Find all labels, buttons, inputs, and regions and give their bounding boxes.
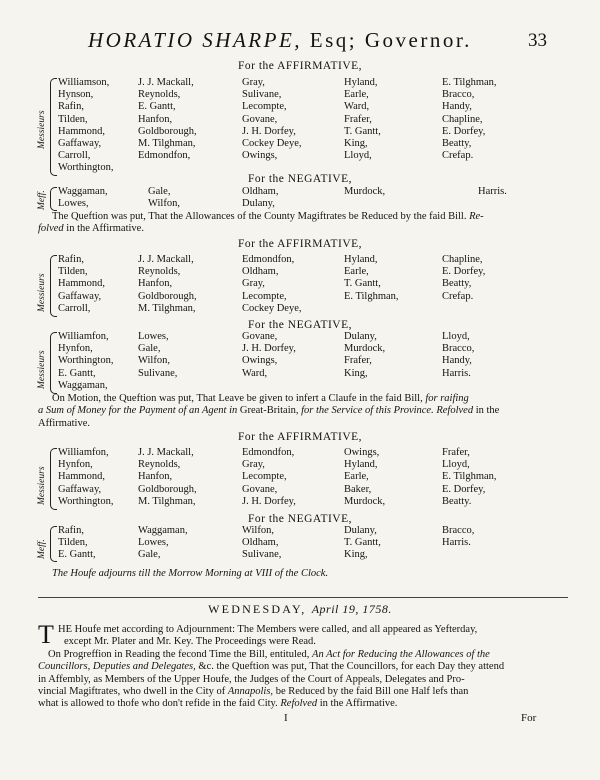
member-name: Crefap. — [442, 290, 474, 302]
member-name: Rafin, — [58, 101, 84, 113]
member-name: Gaffaway, — [58, 137, 102, 149]
vote-side-label: Messieurs — [37, 110, 47, 149]
member-name: Sulivane, — [138, 367, 178, 379]
vote-side-label: Messieurs — [37, 273, 47, 312]
member-name: Murdock, — [344, 186, 386, 197]
vote-column — [478, 186, 507, 198]
member-name: Reynolds, — [138, 89, 181, 101]
member-name: J. H. Dorfey, — [242, 343, 296, 355]
member-name: Lloyd, — [442, 459, 470, 471]
member-name: Harris. — [442, 367, 471, 379]
member-name: Lowes, — [138, 537, 169, 549]
vote2-negative-heading: For the NEGATIVE, — [248, 319, 352, 331]
member-name: Dulany, — [344, 525, 377, 536]
member-name: Hanfon, — [138, 113, 173, 125]
vote-column — [242, 331, 296, 380]
member-name: Bracco, — [442, 343, 475, 355]
body-line-5: in Affembly, as Members of the Upper Houfe, the Judges of the Court of Appeals, Delegates and Pro- — [38, 673, 465, 685]
body-line-6-city: Annapolis, — [227, 686, 274, 698]
vote-column — [344, 525, 381, 562]
member-name: E. Dorfey, — [442, 125, 486, 137]
adjourn-text: The Houfe adjourns till the Morrow Morning at VIII of the Clock. — [52, 568, 329, 579]
member-name: Lloyd, — [344, 150, 372, 162]
member-name: Owings, — [344, 447, 380, 458]
vote-column — [442, 331, 474, 380]
vote-column — [344, 77, 381, 162]
motion-text-1-italic: for raifing — [425, 393, 469, 404]
vote-column — [242, 77, 301, 162]
member-name: Sulivane, — [242, 549, 282, 561]
member-name: Wilfon, — [138, 355, 170, 367]
member-name: Waggaman, — [58, 186, 108, 197]
member-name: T. Gantt, — [344, 125, 381, 137]
member-name: Waggaman, — [58, 379, 108, 391]
member-name: Edmondfon, — [242, 447, 295, 458]
vote2-affirmative-heading: For the AFFIRMATIVE, — [237, 238, 363, 250]
member-name: Carroll, — [58, 302, 91, 314]
member-name: Dulany, — [242, 198, 275, 210]
body-resolved: Refolved — [280, 698, 318, 710]
member-name: J. J. Mackall, — [138, 447, 194, 458]
adjourn-line — [52, 568, 328, 580]
vote-column — [58, 254, 105, 315]
member-name: M. Tilghman, — [138, 137, 196, 149]
member-name: Murdock, — [344, 495, 386, 507]
vote-column — [138, 331, 177, 380]
member-name: Frafer, — [442, 447, 470, 458]
member-name: Govane, — [242, 331, 278, 342]
vote-brace — [50, 526, 57, 562]
member-name: E. Gantt, — [58, 367, 96, 379]
member-name: Govane, — [242, 113, 278, 125]
member-name: E. Gantt, — [58, 549, 96, 561]
running-head-name: HORATIO SHARPE, — [88, 28, 303, 52]
section-divider — [38, 597, 568, 598]
vote-column — [242, 447, 296, 508]
member-name: E. Dorfey, — [442, 266, 486, 278]
member-name: Hynfon, — [58, 343, 93, 355]
member-name: Tilden, — [58, 537, 88, 549]
page-header — [0, 28, 600, 54]
member-name: Sulivane, — [242, 89, 282, 101]
member-name: Hyland, — [344, 459, 378, 471]
member-name: Hyland, — [344, 254, 378, 265]
member-name: Lecompte, — [242, 101, 287, 113]
vote-column — [344, 331, 385, 380]
member-name: Crefap. — [442, 150, 474, 162]
member-name: Harris. — [478, 186, 507, 197]
vote2-negative-list — [36, 331, 576, 395]
catchword: For — [521, 712, 537, 724]
vote-column — [138, 77, 197, 162]
vote-column — [242, 254, 301, 315]
member-name: Lowes, — [138, 331, 169, 342]
body-line-4: &c. the Queftion was put, That the Councillors, for each Day they attend — [198, 661, 505, 673]
member-name: J. H. Dorfey, — [242, 125, 296, 137]
member-name: T. Gantt, — [344, 278, 381, 290]
question1-result: in the Affirmative. — [66, 223, 144, 235]
vote-column — [344, 447, 385, 508]
member-name: E. Tilghman, — [442, 77, 497, 88]
member-name: Hammond, — [58, 125, 105, 137]
member-name: Waggaman, — [138, 525, 188, 536]
drop-cap: T — [38, 620, 54, 649]
member-name: Gale, — [138, 549, 161, 561]
member-name: Frafer, — [344, 355, 372, 367]
member-name: E. Gantt, — [138, 101, 176, 113]
member-name: Edmondfon, — [138, 150, 191, 162]
vote3-affirmative-list — [36, 447, 576, 511]
vote-brace — [50, 448, 57, 510]
member-name: Williamfon, — [58, 331, 109, 342]
member-name: Handy, — [442, 101, 472, 113]
vote-brace — [50, 332, 57, 394]
vote-column — [138, 525, 188, 562]
motion-text-2: a Sum of Money for the Payment of an Agent in — [38, 405, 238, 417]
vote-side-label: Messieurs — [37, 350, 47, 389]
member-name: Goldborough, — [138, 483, 197, 495]
vote-column — [442, 77, 497, 162]
day-name: WEDNESDAY, — [208, 602, 307, 616]
member-name: Baker, — [344, 483, 372, 495]
motion-text-2-purpose: for the Service of this Province. — [301, 405, 434, 417]
vote-column — [148, 186, 180, 210]
member-name: Handy, — [442, 355, 472, 367]
member-name: Williamfon, — [58, 447, 109, 458]
motion-resolved: Refolved — [436, 405, 474, 417]
member-name: Murdock, — [344, 343, 386, 355]
vote-side-label: Messieurs — [37, 466, 47, 505]
member-name: Chapline, — [442, 113, 483, 125]
member-name: T. Gantt, — [344, 537, 381, 549]
signature-mark: I — [284, 712, 288, 724]
body-line-3-title: An Act for Reducing the Allowances of the — [312, 648, 490, 660]
member-name: Gale, — [138, 343, 161, 355]
vote-column — [442, 525, 474, 549]
vote1-negative-list — [36, 186, 576, 212]
member-name: Earle, — [344, 266, 369, 278]
vote3-negative-list — [36, 525, 576, 563]
body-result: in the Affirmative. — [319, 698, 398, 710]
motion-text-2-place: Great-Britain, — [239, 405, 299, 417]
member-name: Earle, — [344, 89, 369, 101]
member-name: Hanfon, — [138, 278, 173, 290]
day-date: April 19, 1758. — [311, 602, 392, 616]
member-name: Ward, — [242, 367, 268, 379]
body-line-1: HE Houfe met according to Adjournment: The Members were called, and all appeared as Yefterday, — [58, 624, 478, 635]
member-name: Govane, — [242, 483, 278, 495]
member-name: Worthington, — [58, 162, 114, 174]
question1-text: The Queftion was put, That the Allowances of the County Magiftrates be Reduced by the faid Bill. — [52, 211, 467, 222]
member-name: Beatty. — [442, 495, 472, 507]
member-name: Tilden, — [58, 266, 88, 278]
vote1-negative-heading: For the NEGATIVE, — [248, 173, 352, 185]
vote-column — [58, 77, 113, 175]
member-name: M. Tilghman, — [138, 495, 196, 507]
member-name: Frafer, — [344, 113, 372, 125]
vote-column — [138, 447, 197, 508]
body-line-3: On Progreffion in Reading the fecond Time the Bill, entituled, — [48, 648, 310, 660]
vote3-negative-heading: For the NEGATIVE, — [248, 513, 352, 525]
vote-brace — [50, 78, 57, 176]
member-name: Goldborough, — [138, 290, 197, 302]
vote1-affirmative-heading: For the AFFIRMATIVE, — [237, 60, 363, 72]
body-line-4-title: Councillors, Deputies and Delegates, — [38, 661, 196, 673]
member-name: E. Tilghman, — [344, 290, 399, 302]
member-name: Ward, — [344, 101, 370, 113]
motion-result: Affirmative. — [38, 417, 90, 429]
question1-paragraph — [38, 211, 484, 236]
member-name: Gray, — [242, 459, 265, 471]
member-name: Lowes, — [58, 198, 89, 210]
member-name: Hyland, — [344, 77, 378, 88]
member-name: Reynolds, — [138, 266, 181, 278]
member-name: Cockey Deye, — [242, 137, 302, 149]
member-name: E. Dorfey, — [442, 483, 486, 495]
member-name: Owings, — [242, 150, 278, 162]
member-name: Bracco, — [442, 525, 475, 536]
member-name: Harris. — [442, 537, 471, 549]
body-line-7: what is allowed to thofe who don't refide in the faid City. — [38, 698, 278, 710]
member-name: Gale, — [148, 186, 171, 197]
member-name: Gaffaway, — [58, 483, 102, 495]
vote-column — [58, 331, 113, 392]
member-name: J. H. Dorfey, — [242, 495, 296, 507]
member-name: King, — [344, 137, 368, 149]
vote-brace — [50, 187, 57, 211]
member-name: M. Tilghman, — [138, 302, 196, 314]
vote-column — [442, 447, 497, 508]
running-head — [88, 28, 472, 53]
member-name: Gray, — [242, 278, 265, 290]
member-name: Bracco, — [442, 89, 475, 101]
day-heading — [0, 602, 600, 617]
member-name: Oldham, — [242, 537, 279, 549]
vote-column — [442, 254, 485, 303]
page-number: 33 — [528, 30, 547, 51]
motion-text-1: On Motion, the Queftion was put, That Leave be given to infert a Claufe in the faid Bill, — [52, 393, 423, 404]
member-name: Hanfon, — [138, 471, 173, 483]
member-name: Reynolds, — [138, 459, 181, 471]
member-name: Goldborough, — [138, 125, 197, 137]
motion-paragraph — [38, 393, 499, 430]
body-line-6-tail: be Reduced by the faid Bill one Half lefs than — [275, 686, 469, 698]
member-name: Lecompte, — [242, 290, 287, 302]
vote-column — [344, 254, 399, 303]
member-name: Oldham, — [242, 186, 279, 197]
member-name: J. J. Mackall, — [138, 77, 194, 88]
vote-column — [242, 525, 281, 562]
member-name: Gray, — [242, 77, 265, 88]
member-name: Oldham, — [242, 266, 279, 278]
member-name: Worthington, — [58, 355, 114, 367]
vote-brace — [50, 255, 57, 317]
body-line-2: except Mr. Plater and Mr. Key. The Proceedings were Read. — [64, 636, 316, 648]
question1-tail: Re- — [469, 211, 484, 222]
member-name: Worthington, — [58, 495, 114, 507]
member-name: J. J. Mackall, — [138, 254, 194, 265]
vote-column — [58, 525, 96, 562]
day-body-paragraph — [38, 620, 505, 711]
vote-column — [138, 254, 197, 315]
vote2-affirmative-list — [36, 254, 576, 318]
member-name: Gaffaway, — [58, 290, 102, 302]
vote-column — [58, 186, 108, 210]
vote-column — [242, 186, 278, 210]
member-name: Rafin, — [58, 525, 84, 536]
member-name: Hynfon, — [58, 459, 93, 471]
member-name: E. Tilghman, — [442, 471, 497, 483]
member-name: Cockey Deye, — [242, 302, 302, 314]
member-name: Beatty, — [442, 278, 472, 290]
member-name: King, — [344, 367, 368, 379]
motion-text-2-tail: in the — [475, 405, 500, 417]
member-name: Hammond, — [58, 278, 105, 290]
member-name: Earle, — [344, 471, 369, 483]
member-name: Wilfon, — [242, 525, 274, 536]
vote-column — [344, 186, 385, 198]
vote-side-label: Meff. — [37, 190, 47, 210]
vote3-affirmative-heading: For the AFFIRMATIVE, — [237, 431, 363, 443]
member-name: Owings, — [242, 355, 278, 367]
member-name: Carroll, — [58, 150, 91, 162]
member-name: Lecompte, — [242, 471, 287, 483]
vote-column — [58, 447, 113, 508]
member-name: Wilfon, — [148, 198, 180, 210]
member-name: Edmondfon, — [242, 254, 295, 265]
member-name: Lloyd, — [442, 331, 470, 342]
vote-side-label: Meff. — [37, 539, 47, 559]
member-name: Hynson, — [58, 89, 94, 101]
member-name: Dulany, — [344, 331, 377, 342]
member-name: Beatty, — [442, 137, 472, 149]
member-name: Tilden, — [58, 113, 88, 125]
member-name: Williamson, — [58, 77, 110, 88]
member-name: King, — [344, 549, 368, 561]
body-line-6: vincial Magiftrates, who dwell in the City of — [38, 686, 226, 698]
question1-resolved: folved — [38, 223, 64, 235]
running-head-rest: Esq; Governor. — [309, 28, 472, 52]
member-name: Chapline, — [442, 254, 483, 265]
vote1-affirmative-list — [36, 77, 576, 177]
member-name: Hammond, — [58, 471, 105, 483]
member-name: Rafin, — [58, 254, 84, 265]
